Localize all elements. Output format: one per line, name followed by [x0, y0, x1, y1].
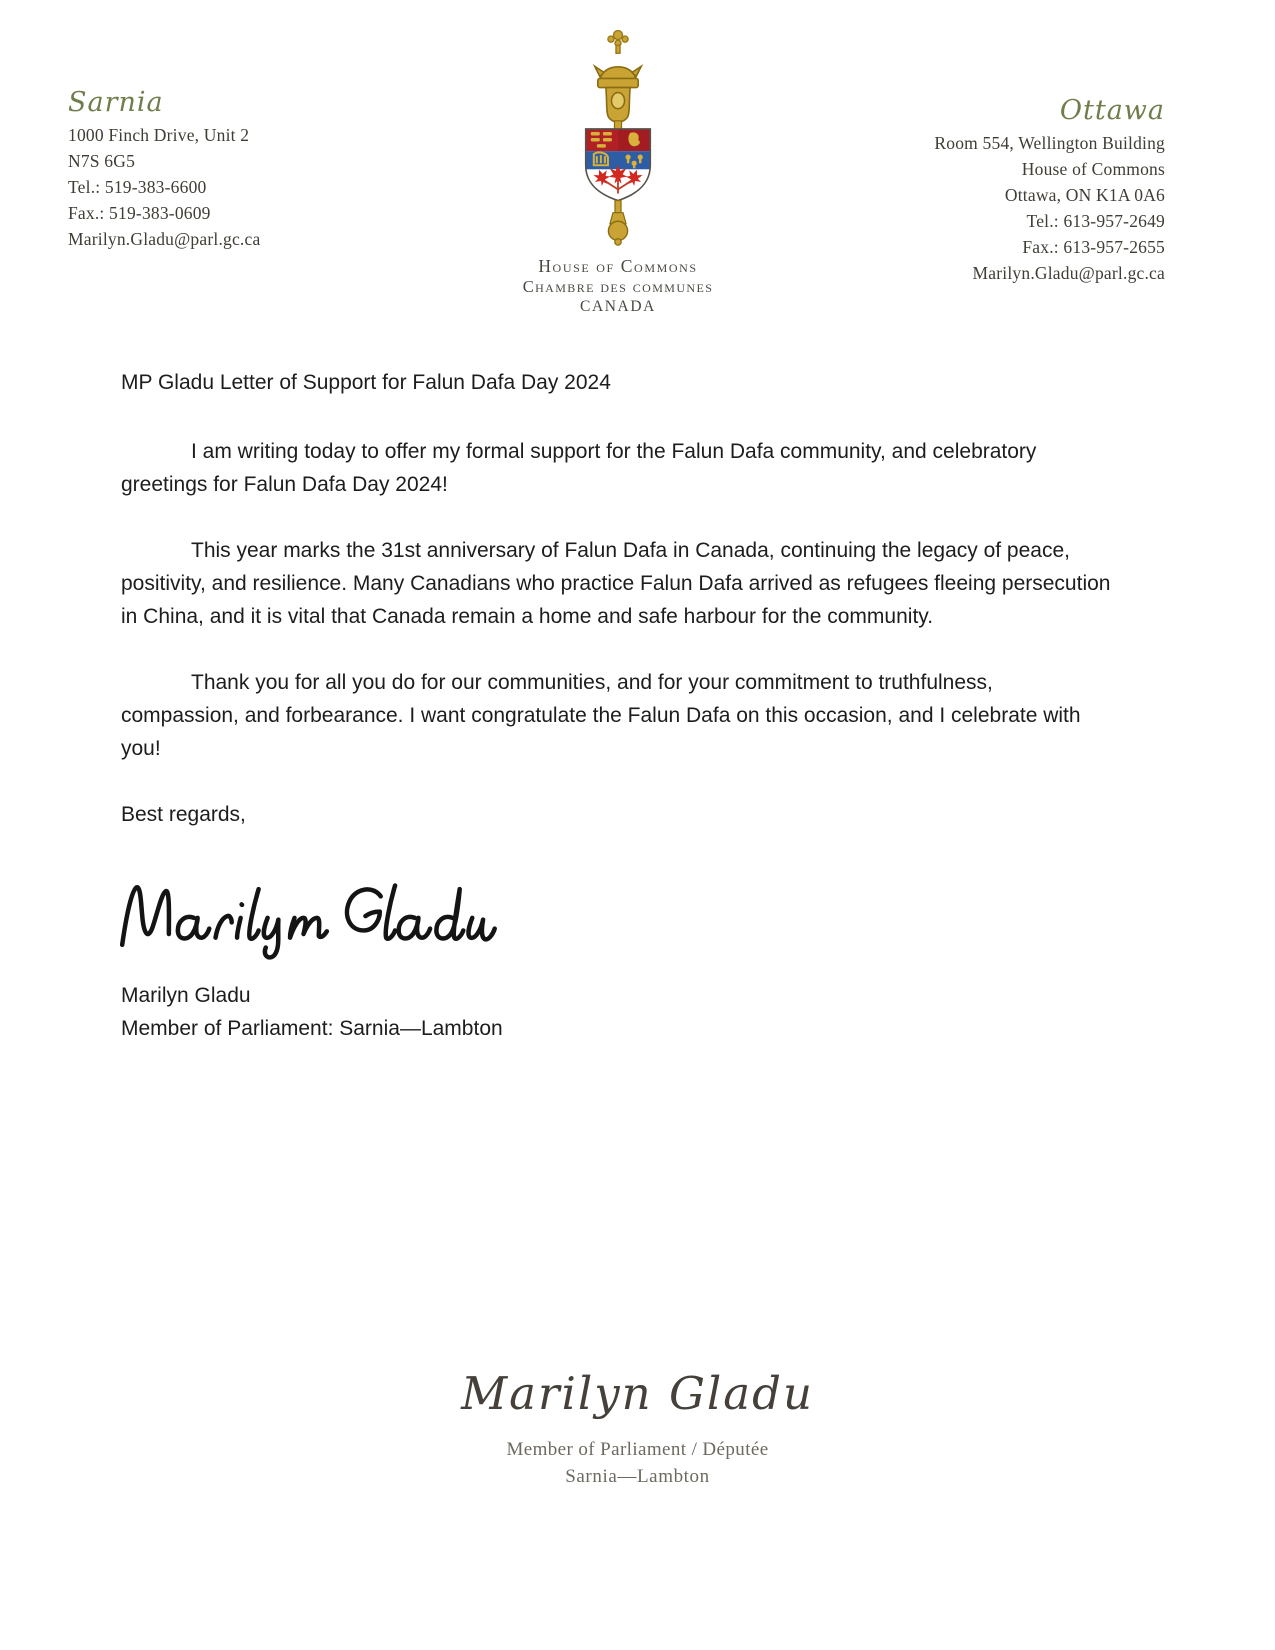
address-line: Room 554, Wellington Building — [934, 133, 1165, 153]
typed-name: Marilyn Gladu — [121, 984, 251, 1007]
address-line: Fax.: 613-957-2655 — [1022, 237, 1165, 257]
closing-salutation: Best regards, — [121, 803, 246, 826]
footer-riding-line: Sarnia—Lambton — [565, 1466, 710, 1487]
footer-block — [0, 1366, 1275, 1489]
sarnia-address-block — [68, 88, 260, 252]
footer-script-name: Marilyn Gladu — [461, 1367, 814, 1420]
address-line: 1000 Finch Drive, Unit 2 — [68, 125, 250, 145]
letter-paragraph: This year marks the 31st anniversary of Falun Dafa in Canada, continuing the legacy of peace, positivity, and resilience. Many Canadians who practice Falun Dafa arrived as refugees fleeing persecution in China, and it is vital that Canada remain a home and safe harbour for the community. — [121, 539, 1111, 628]
email-address: Marilyn.Gladu@parl.gc.ca — [972, 263, 1165, 283]
letter-title: MP Gladu Letter of Support for Falun Dafa Day 2024 — [121, 371, 611, 394]
email-address: Marilyn.Gladu@parl.gc.ca — [68, 229, 261, 249]
address-line: Ottawa, ON K1A 0A6 — [1004, 185, 1165, 205]
typed-title: Member of Parliament: Sarnia—Lambton — [121, 1017, 503, 1040]
handwritten-signature — [115, 855, 1111, 961]
letter-paragraph: I am writing today to offer my formal support for the Falun Dafa community, and celebratory greetings for Falun Dafa Day 2024! — [121, 440, 1037, 496]
letter-body — [121, 366, 1111, 1045]
org-name-fr: Chambre des communes — [522, 277, 714, 296]
signature-ink-icon — [115, 855, 501, 961]
address-line: Tel.: 519-383-6600 — [68, 177, 207, 197]
footer-title-line: Member of Parliament / Députée — [506, 1439, 769, 1460]
address-line: House of Commons — [1021, 159, 1165, 179]
typed-signature-block — [121, 979, 1111, 1045]
address-line: Tel.: 613-957-2649 — [1026, 211, 1165, 231]
org-name-en: House of Commons — [538, 256, 698, 276]
house-of-commons-mace-icon — [556, 26, 680, 248]
letterhead-crest — [458, 26, 778, 317]
ottawa-script-heading: Ottawa — [1059, 95, 1165, 126]
ottawa-address-block — [934, 96, 1165, 286]
sarnia-script-heading: Sarnia — [68, 87, 164, 118]
address-line: N7S 6G5 — [68, 151, 136, 171]
address-line: Fax.: 519-383-0609 — [68, 203, 211, 223]
letter-paragraph: Thank you for all you do for our communities, and for your commitment to truthfulness, compassion, and forbearance. I want congratulate the Falun Dafa on this occasion, and I celebrate with you! — [121, 671, 1081, 760]
org-country: CANADA — [580, 298, 656, 315]
